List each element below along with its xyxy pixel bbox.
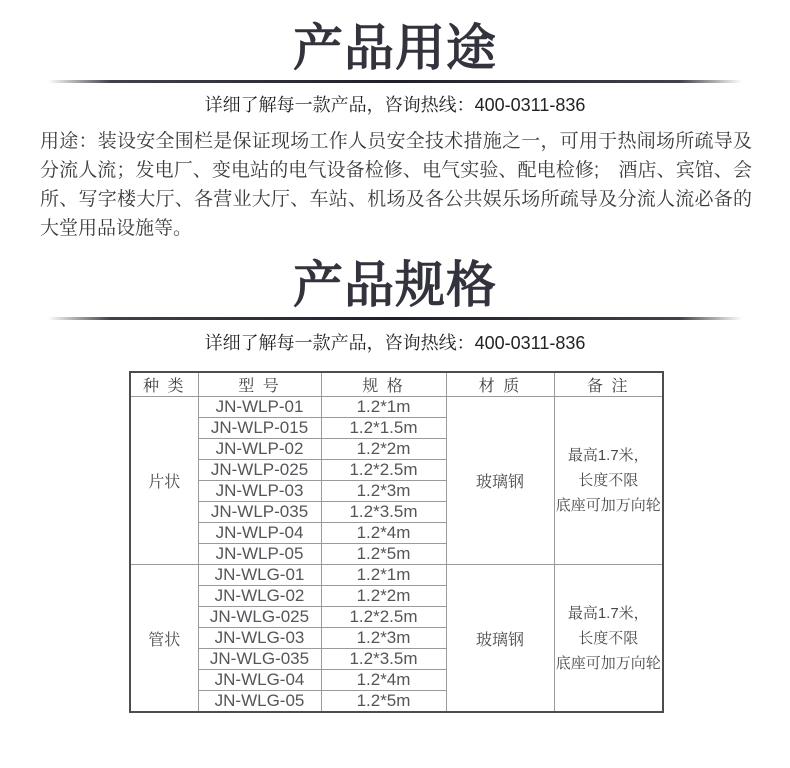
model-cell: JN-WLG-01 [198, 565, 321, 586]
material-cell: 玻璃钢 [446, 397, 554, 565]
model-cell: JN-WLP-025 [198, 460, 321, 481]
spec-cell: 1.2*4m [321, 670, 446, 691]
spec-cell: 1.2*2m [321, 586, 446, 607]
header-remark: 备 注 [554, 372, 663, 397]
spec-cell: 1.2*3.5m [321, 649, 446, 670]
spec-title-divider [48, 317, 742, 320]
remark-line: 长度不限 [578, 472, 639, 489]
spec-cell: 1.2*5m [321, 691, 446, 713]
remark-cell [554, 397, 663, 565]
model-cell: JN-WLP-05 [198, 544, 321, 565]
model-cell: JN-WLG-035 [198, 649, 321, 670]
category-cell: 片状 [130, 397, 198, 565]
model-cell: JN-WLG-025 [198, 607, 321, 628]
model-cell: JN-WLG-04 [198, 670, 321, 691]
model-cell: JN-WLP-01 [198, 397, 321, 418]
header-material: 材 质 [446, 372, 554, 397]
remark-line: 长度不限 [578, 629, 639, 647]
remark-cell [554, 565, 663, 713]
spec-cell: 1.2*1.5m [321, 418, 446, 439]
spec-section-title: 产品规格 [293, 257, 497, 313]
usage-paragraph: 用途：装设安全围栏是保证现场工作人员安全技术措施之一，可用于热闹场所疏导及分流人流；发电厂、变电站的电气设备检修、电气实验、配电检修; 酒店、宾馆、会所、写字楼大厅、各营业大厅、车站、机场及各公共娱乐场所疏导及分流人流必备的大堂用品设施等。 [40, 131, 752, 239]
usage-title-divider [48, 80, 742, 83]
spec-cell: 1.2*3m [321, 628, 446, 649]
spec-table [129, 371, 664, 713]
model-cell: JN-WLP-035 [198, 502, 321, 523]
remark-line: 底座可加万向轮 [555, 497, 661, 514]
model-cell: JN-WLG-02 [198, 586, 321, 607]
model-cell: JN-WLP-02 [198, 439, 321, 460]
remark-line: 底座可加万向轮 [555, 654, 661, 672]
header-model: 型 号 [198, 372, 321, 397]
model-cell: JN-WLG-03 [198, 628, 321, 649]
spec-cell: 1.2*4m [321, 523, 446, 544]
model-cell: JN-WLG-05 [198, 691, 321, 713]
category-cell: 管状 [130, 565, 198, 713]
header-spec: 规 格 [321, 372, 446, 397]
spec-cell: 1.2*1m [321, 397, 446, 418]
usage-hotline-subtitle: 详细了解每一款产品，咨询热线：400-0311-836 [204, 95, 586, 115]
spec-cell: 1.2*2.5m [321, 607, 446, 628]
spec-cell: 1.2*5m [321, 544, 446, 565]
usage-section-title: 产品用途 [293, 20, 497, 76]
remark-line: 最高1.7米， [567, 604, 649, 622]
model-cell: JN-WLP-03 [198, 481, 321, 502]
model-cell: JN-WLP-015 [198, 418, 321, 439]
spec-cell: 1.2*3m [321, 481, 446, 502]
model-cell: JN-WLP-04 [198, 523, 321, 544]
spec-cell: 1.2*3.5m [321, 502, 446, 523]
spec-cell: 1.2*2.5m [321, 460, 446, 481]
header-category: 种 类 [130, 372, 198, 397]
spec-cell: 1.2*2m [321, 439, 446, 460]
table-row [130, 397, 663, 418]
spec-hotline-subtitle: 详细了解每一款产品，咨询热线：400-0311-836 [204, 333, 586, 353]
material-cell: 玻璃钢 [446, 565, 554, 713]
table-header-row [130, 372, 663, 397]
spec-cell: 1.2*1m [321, 565, 446, 586]
remark-line: 最高1.7米， [567, 447, 649, 464]
table-row [130, 565, 663, 586]
